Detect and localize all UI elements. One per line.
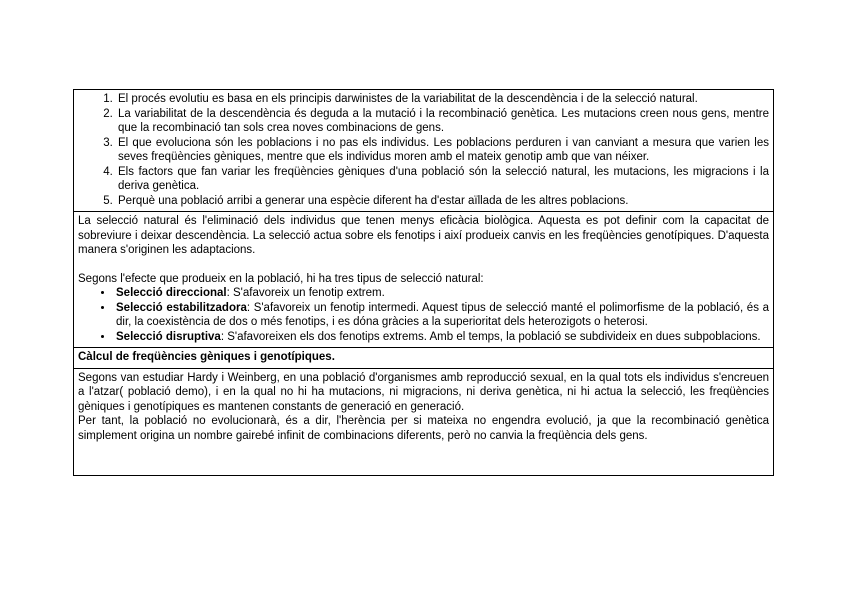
hardy-weinberg-para-1: Segons van estudiar Hardy i Weinberg, en una població d'organismes amb reproducció sexual, en la qual tots els individus s'encreuen a l'atzar( població demo), i en la qual no hi ha mutacions, ni migracions, ni deriva genètica, ni hi actua la selecció, les freqüències gèniques i genotípiques es mantenen constants de generació en generació. [78,371,769,413]
natural-selection-intro: La selecció natural és l'eliminació dels individus que tenen menys eficàcia biològica. Aquesta es pot definir com la capacitat de sobreviure i deixar descendència. La selecció actua sobre els fenotips i així produeix canvis en les freqüències genotípiques. D'aquesta manera s'originen les adaptacions. [78,215,769,256]
selection-type-name: Selecció disruptiva [116,330,221,343]
spacer [78,258,769,272]
selection-types-list [78,286,769,344]
hardy-weinberg-para-2: Per tant, la població no evolucionarà, és a dir, l'herència per si mateixa no engendra evolució, ja que la recombinació genètica simplement origina un nombre gairebé infinit de combinacions diferents, però no canvia la freqüència dels gens. [78,415,769,442]
calc-heading-row [74,348,774,369]
selection-type-item [114,286,769,301]
selection-types-intro: Segons l'efecte que produeix en la població, hi ha tres tipus de selecció natural: [78,272,484,285]
principle-item: 3. El que evoluciona són les poblacions i no pas els individus. Les poblacions perduren i van canviant a mesura que varien les seves freqüències gèniques, mentre que els individus moren amb el mateix genotip amb que van néixer. [116,136,769,165]
selection-type-desc: : S'afavoreixen els dos fenotips extrems. Amb el temps, la població se subdivideix en dues subpoblacions. [220,330,761,343]
natural-selection-row [74,212,774,348]
selection-type-name: Selecció estabilitzadora [116,301,247,314]
principle-item: 4. Els factors que fan variar les freqüències gèniques d'una població són la selecció natural, les mutacions, les migracions i la deriva genètica. [116,165,769,194]
selection-type-item [114,330,769,345]
hardy-weinberg-cell [74,368,774,475]
principles-row [74,90,774,212]
selection-type-desc: : S'afavoreix un fenotip intermedi. Aquest tipus de selecció manté el polimorfisme de la població, és a dir, la coexistència de dos o més fenotips, i es dóna gràcies a la superioritat dels heterozigots o heterosi. [116,301,769,328]
principle-item: 5. Perquè una població arribi a generar una espècie diferent ha d'estar aïllada de les altres poblacions. [116,194,769,209]
section-heading: Càlcul de freqüències gèniques i genotípiques. [74,348,774,369]
selection-type-desc: : S'afavoreix un fenotip extrem. [226,287,385,299]
principle-item: 2. La variabilitat de la descendència és deguda a la mutació i la recombinació genètica. Les mutacions creen nous gens, mentre que la recombinació tan sols crea noves combinacions de gens. [116,107,769,136]
selection-type-name: Selecció direccional [116,287,227,299]
principle-item: 1. El procés evolutiu es basa en els principis darwinistes de la variabilitat de la descendència i de la selecció natural. [116,92,769,107]
principles-cell [74,90,774,212]
hardy-weinberg-row [74,368,774,475]
selection-type-item [114,301,769,330]
content-table [73,89,774,476]
natural-selection-cell [74,212,774,348]
principles-list [78,92,769,208]
